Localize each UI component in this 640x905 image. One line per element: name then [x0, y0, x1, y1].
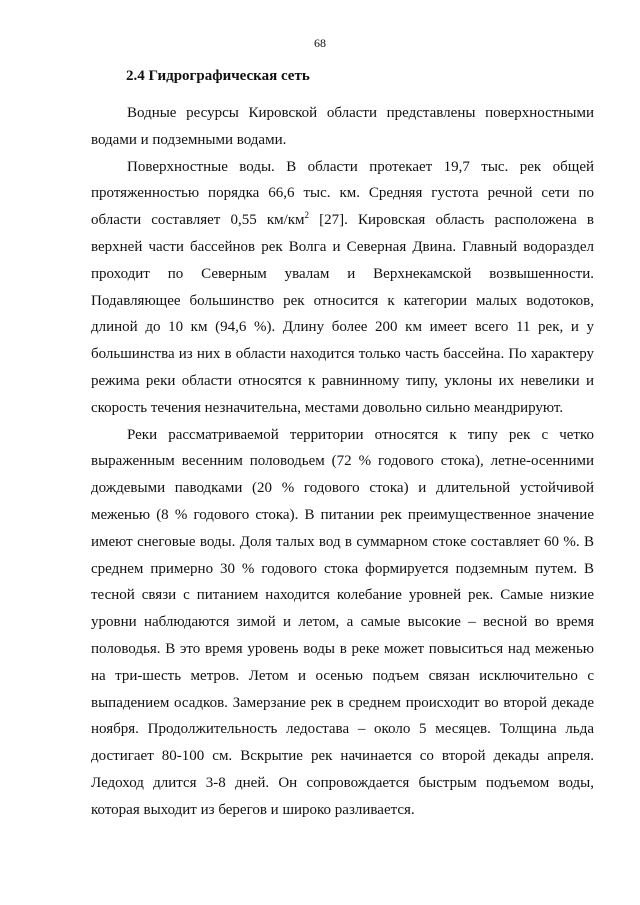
paragraph-surface-waters-part-2: [27]. Кировская область расположена в верхней части бассейнов рек Волга и Северная Двина. Главный водораздел проходит по Северным увалам и Верхнекамской возвышенности. Подавляющее большинство рек относится к категории малых водотоков, длиной до 10 км (94,6 %). Длину более 200 км имеет всего 11 рек, и у большинства из них в области находится только часть бассейна. По характеру режима реки области относятся к равнинному типу, уклоны их невелики и скорость течения незначительна, местами довольно сильно меандрируют. — [91, 212, 594, 416]
page-number: 68 — [314, 36, 326, 50]
superscript-two: 2 — [304, 210, 310, 221]
paragraph-water-resources: Водные ресурсы Кировской области представлены поверхностными водами и подземными водами. — [91, 105, 594, 148]
paragraph-river-regime: Реки рассматриваемой территории относятся к типу рек с четко выраженным весенним половодьем (72 % годового стока), летне-осенними дождевыми паводками (20 % годового стока) и длительной устойчивой меженью (8 % годового стока). В питании рек преимущественное значение имеют снеговые воды. Доля талых вод в суммарном стоке составляет 60 %. В среднем примерно 30 % годового стока формируется подземным путем. В тесной связи с питанием находится колебание уровней рек. Самые низкие уровни наблюдаются зимой и летом, а самые высокие – весной во время половодья. В это время уровень воды в реке может повыситься над меженью на три-шесть метров. Летом и осенью подъем связан исключительно с выпадением осадков. Замерзание рек в среднем происходит во второй декаде ноября. Продолжительность ледостава – около 5 месяцев. Толщина льда достигает 80-100 см. Вскрытие рек начинается со второй декады апреля. Ледоход длится 3-8 дней. Он сопровождается быстрым подъемом воды, которая выходит из берегов и широко разливается. — [91, 426, 594, 818]
section-title: 2.4 Гидрографическая сеть — [126, 68, 310, 84]
body-text — [91, 100, 594, 824]
paragraph-surface-waters — [91, 154, 594, 422]
paragraph-surface-waters-part-1: Поверхностные воды. В области протекает 19,7 тыс. рек общей протяженностью порядка 66,6 тыс. км. Средняя густота речной сети по области составляет 0,55 км/км — [91, 158, 594, 229]
